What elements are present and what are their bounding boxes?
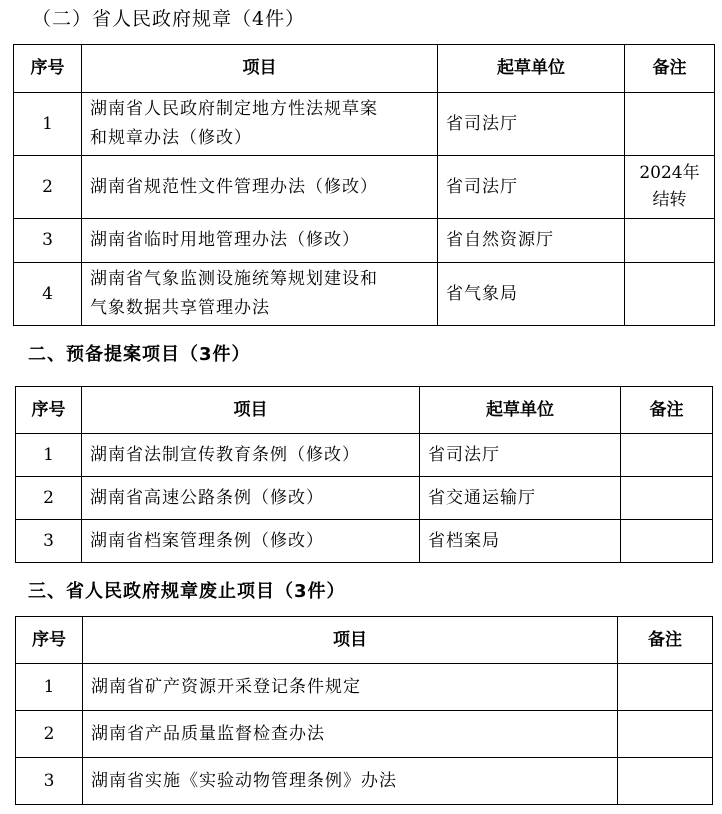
row-no: 1 [16, 664, 83, 711]
table-row [16, 758, 713, 805]
table-row [16, 520, 713, 563]
table-header-row [16, 387, 713, 434]
row-item: 湖南省高速公路条例（修改） [82, 477, 420, 520]
table-row [14, 93, 715, 156]
header-note: 备注 [621, 387, 713, 434]
section-3-heading: 三、省人民政府规章废止项目（3件） [28, 581, 346, 602]
row-unit: 省自然资源厅 [438, 219, 625, 263]
header-item: 项目 [83, 617, 618, 664]
row-note [621, 520, 713, 563]
header-no: 序号 [14, 45, 82, 93]
table-header-row [16, 617, 713, 664]
repeal-table [15, 616, 713, 805]
row-no: 2 [16, 477, 82, 520]
note-line: 结转 [652, 190, 687, 210]
row-note [618, 758, 713, 805]
header-no: 序号 [16, 617, 83, 664]
row-note [625, 156, 715, 219]
row-unit: 省司法厅 [420, 434, 621, 477]
row-no: 1 [16, 434, 82, 477]
row-item [82, 93, 438, 156]
row-no: 2 [16, 711, 83, 758]
row-no: 3 [16, 758, 83, 805]
row-item: 湖南省产品质量监督检查办法 [83, 711, 618, 758]
item-line: 湖南省气象监测设施统筹规划建设和 [90, 269, 378, 289]
table-row [16, 664, 713, 711]
header-no: 序号 [16, 387, 82, 434]
note-line: 2024年 [639, 163, 700, 183]
row-note [618, 664, 713, 711]
row-item: 湖南省矿产资源开采登记条件规定 [83, 664, 618, 711]
row-no: 3 [16, 520, 82, 563]
row-no: 3 [14, 219, 82, 263]
header-unit: 起草单位 [438, 45, 625, 93]
row-item [82, 263, 438, 326]
row-unit: 省档案局 [420, 520, 621, 563]
row-item: 湖南省实施《实验动物管理条例》办法 [83, 758, 618, 805]
item-line: 和规章办法（修改） [90, 128, 252, 148]
row-unit: 省司法厅 [438, 156, 625, 219]
row-note [625, 93, 715, 156]
preparatory-table [15, 386, 713, 563]
row-item: 湖南省法制宣传教育条例（修改） [82, 434, 420, 477]
row-no: 2 [14, 156, 82, 219]
header-item: 项目 [82, 45, 438, 93]
table-row [16, 434, 713, 477]
header-note: 备注 [618, 617, 713, 664]
section-2-heading: 二、预备提案项目（3件） [28, 344, 251, 365]
header-unit: 起草单位 [420, 387, 621, 434]
row-note [618, 711, 713, 758]
row-note [625, 263, 715, 326]
row-item: 湖南省临时用地管理办法（修改） [82, 219, 438, 263]
row-note [625, 219, 715, 263]
row-item: 湖南省规范性文件管理办法（修改） [82, 156, 438, 219]
table-header-row [14, 45, 715, 93]
table-row [14, 263, 715, 326]
table-row [16, 711, 713, 758]
section-b-heading: （二）省人民政府规章（4件） [32, 8, 306, 30]
row-unit: 省气象局 [438, 263, 625, 326]
table-row [16, 477, 713, 520]
table-row [14, 219, 715, 263]
header-item: 项目 [82, 387, 420, 434]
row-no: 1 [14, 93, 82, 156]
table-row [14, 156, 715, 219]
row-note [621, 434, 713, 477]
row-unit: 省司法厅 [438, 93, 625, 156]
header-note: 备注 [625, 45, 715, 93]
regulations-table [13, 44, 715, 326]
item-line: 湖南省人民政府制定地方性法规草案 [90, 99, 378, 119]
row-note [621, 477, 713, 520]
item-line: 气象数据共享管理办法 [90, 298, 270, 318]
row-item: 湖南省档案管理条例（修改） [82, 520, 420, 563]
row-unit: 省交通运输厅 [420, 477, 621, 520]
row-no: 4 [14, 263, 82, 326]
